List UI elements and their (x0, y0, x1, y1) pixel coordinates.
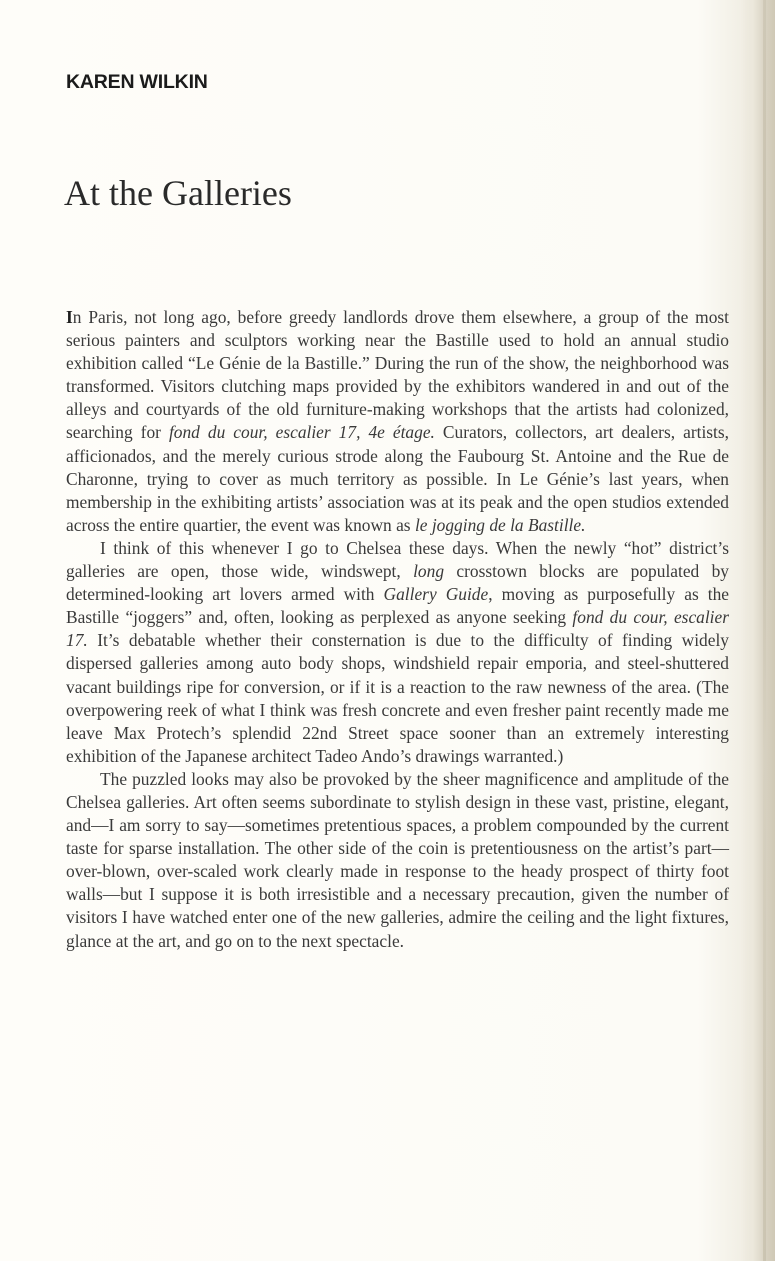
italic-text: Gallery Guide (383, 584, 489, 605)
text-span: The puzzled looks may also be provoked by the sheer magnificence and amplitude of the Chelsea galleries. Art often seems subordinate to stylish design in these vast, pristine, elegant, and—I am sorry to say—sometimes pretentious spaces, a problem compounded by the current taste for sparse installation. The other side of the coin is pretentiousness on the artist’s part—over-blown, over-scaled work clearly made in response to the heady prospect of thirty foot walls—but I suppose it is both irresistible and a necessary precaution, given the number of visitors I have watched enter one of the new galleries, admire the ceiling and the light fixtures, glance at the art, and go on to the next spectacle. (66, 768, 729, 951)
paragraph (66, 537, 729, 768)
drop-cap: I (66, 307, 73, 327)
italic-text: fond du cour, escalier 17. (66, 607, 730, 651)
book-spine-shadow (741, 0, 775, 1261)
italic-text: le jogging de la Bastille. (414, 514, 586, 535)
author-name: KAREN WILKIN (66, 71, 208, 93)
article-title: At the Galleries (64, 173, 292, 213)
text-span: n Paris, not long ago, before greedy landlords drove them elsewhere, a group of the most serious painters and sculptors working near the Bastille used to hold an annual studio exhibition called “Le Génie de la Bastille.” During the run of the show, the neighborhood was transformed. Visitors clutching maps provided by the exhibitors wandered in and out of the alleys and courtyards of the old furniture-making workshops that the artists had colonized, searching for (66, 307, 729, 443)
paragraph (66, 306, 729, 537)
book-spine-edge (763, 0, 766, 1261)
text-span: , moving as purposefully as the Bastille “joggers” and, often, looking as perplexed as anyone seeking (66, 584, 729, 628)
text-span: Curators, collectors, art dealers, artists, afficionados, and the merely curious strode along the Faubourg St. Antoine and the Rue de Charonne, trying to cover as much territory as possible. In Le Génie’s last years, when membership in the exhibiting artists’ association was at its peak and the open studios extended across the entire quartier, the event was known as (66, 422, 729, 535)
paragraph (66, 768, 729, 953)
text-span: I think of this whenever I go to Chelsea these days. When the newly “hot” district’s galleries are open, those wide, windswept, (66, 537, 729, 582)
italic-text: fond du cour, escalier 17, 4e étage. (168, 422, 435, 443)
article-body (66, 306, 729, 953)
italic-text: long (413, 561, 445, 582)
text-span: It’s debatable whether their consternation is due to the difficulty of finding widely dispersed galleries among auto body shops, windshield repair emporia, and steel-shuttered vacant buildings ripe for conversion, or if it is a reaction to the raw newness of the area. (The overpowering reek of what I think was fresh concrete and even fresher paint recently made me leave Max Protech’s splendid 22nd Street space sooner than an extremely interesting exhibition of the Japanese architect Tadeo Ando’s drawings warranted.) (66, 630, 729, 766)
text-span: crosstown blocks are populated by determined-looking art lovers armed with (66, 561, 729, 605)
